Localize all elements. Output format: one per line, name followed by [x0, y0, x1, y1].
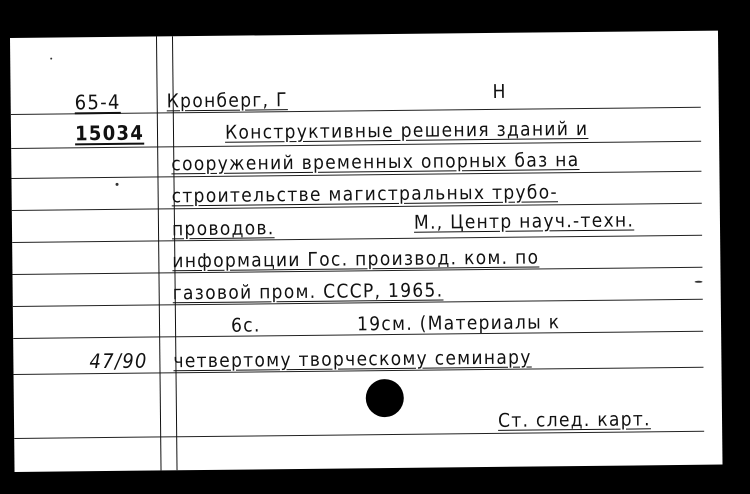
scan-speck: [116, 183, 119, 186]
scan-speck: [695, 281, 703, 283]
publisher-year-line: газовой пром. СССР, 1965.: [172, 279, 444, 305]
series-line: четвертому творческому семинару: [173, 346, 532, 373]
author-heading: Кронберг, Г: [166, 89, 288, 113]
margin-line: [156, 36, 162, 470]
publisher-place: М., Центр науч.-техн.: [413, 209, 635, 234]
call-number: 65-4: [74, 89, 121, 115]
size-series: 19см. (Материалы к: [356, 311, 561, 336]
shelf-mark: 47/90: [89, 348, 148, 374]
publisher-line: информации Гос. производ. ком. по: [172, 246, 540, 273]
title-line-4: проводов.: [171, 217, 275, 241]
rule-line: [12, 235, 702, 243]
author-initial: Н: [492, 80, 507, 103]
title-line-2: сооружений временных опорных баз на: [171, 149, 580, 176]
catalog-card: [10, 31, 723, 472]
rule-line: [14, 431, 704, 439]
scan-speck: [50, 58, 52, 60]
title-line-3: строительстве магистральных трубо-: [171, 181, 559, 208]
continuation-note: Ст. след. карт.: [497, 408, 651, 432]
punch-hole: [366, 379, 404, 417]
inventory-number: 15034: [74, 120, 145, 146]
pages: 6с.: [230, 314, 261, 337]
title-line-1: Конструктивные решения зданий и: [224, 117, 589, 144]
